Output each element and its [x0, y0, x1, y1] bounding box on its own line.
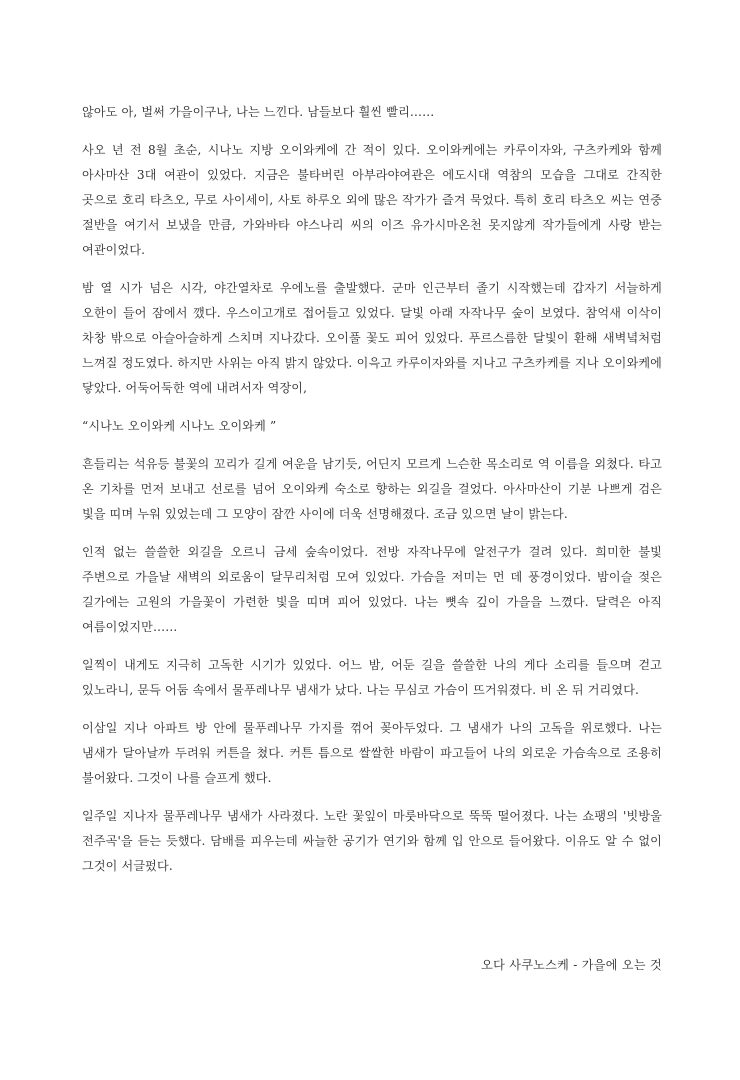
paragraph-station-call: “시나노 오이와케 시나노 오이와케 ”	[82, 419, 277, 433]
paragraph-forest-path: 인적 없는 쓸쓸한 외길을 오르니 금세 숲속이었다. 전방 자작나무에 알전구가 걸려 있다. 희미한 불빛 주변으로 가을날 새벽의 외로움이 달무리처럼 모여 있었다. 가슴을 저미는 먼 데 풍경이었다. 밤이슬 젖은 길가에는 고원의 가을꽃이 가련한 빛을 띠며 피어 있었다. 나는 뼛속 깊이 가을을 느꼈다. 달력은 아직 여름이었지만……	[82, 545, 662, 634]
paragraph-loneliness: 일찍이 내게도 지극히 고독한 시기가 있었다. 어느 밤, 어둔 길을 쓸쓸한 나의 게다 소리를 들으며 걷고 있노라니, 문득 어둠 속에서 물푸레나무 냄새가 났다. 나는 무심코 가슴이 뜨거워졌다. 비 온 뒤 거리였다.	[82, 658, 662, 697]
paragraph-night-train: 밤 열 시가 넘은 시각, 야간열차로 우에노를 출발했다. 군마 인근부터 졸기 시작했는데 갑자기 서늘하게 오한이 들어 잠에서 깼다. 우스이고개로 접어들고 있었다. 달빛 아래 자작나무 숲이 보였다. 참억새 이삭이 차창 밖으로 아슬아슬하게 스치며 지나갔다. 오이풀 꽃도 피어 있었다. 푸르스름한 달빛이 환해 새벽녘처럼 느껴질 정도였다. 하지만 사위는 아직 밝지 않았다. 이윽고 카루이자와를 지나고 구츠카케를 지나 오이와케에 닿았다. 어둑어둑한 역에 내려서자 역장이,	[82, 281, 662, 395]
author-attribution: 오다 사쿠노스케 - 가을에 오는 것	[481, 958, 662, 972]
paragraph-oiwake-inns: 사오 년 전 8월 초순, 시나노 지방 오이와케에 간 적이 있다. 오이와케에는 카루이자와, 구츠카케와 함께 아사마산 3대 여관이 있었다. 지금은 불타버린 아부라야여관은 에도시대 역참의 모습을 그대로 간직한 곳으로 호리 타츠오, 무로 사이세이, 사토 하루오 외에 많은 작가가 즐겨 묵었다. 특히 호리 타츠오 씨는 연중 절반을 여기서 보냈을 만큼, 가와바타 야스나리 씨의 이즈 유가시마온천 못지않게 작가들에게 사랑 받는 여관이었다.	[82, 143, 662, 257]
paragraph-station-name: 흔들리는 석유등 불꽃의 꼬리가 길게 여운을 남기듯, 어딘지 모르게 느슨한 목소리로 역 이름을 외쳤다. 타고 온 기차를 먼저 보내고 선로를 넘어 오이와케 숙소로 향하는 외길을 걸었다. 아사마산이 기분 나쁘게 검은 빛을 띠며 누워 있었는데 그 모양이 잠깐 사이에 더욱 선명해졌다. 조금 있으면 날이 밝는다.	[82, 457, 662, 521]
essay-body	[82, 100, 662, 892]
paragraph-apartment: 이삼일 지나 아파트 방 안에 물푸레나무 가지를 꺾어 꽂아두었다. 그 냄새가 나의 고독을 위로했다. 나는 냄새가 달아날까 두려워 커튼을 쳤다. 커튼 틈으로 쌀쌀한 바람이 파고들어 나의 외로운 가슴속으로 조용히 불어왔다. 그것이 나를 슬프게 했다.	[82, 721, 662, 785]
paragraph-falling-petals: 일주일 지나자 물푸레나무 냄새가 사라졌다. 노란 꽃잎이 마룻바닥으로 뚝뚝 떨어졌다. 나는 쇼팽의 '빗방울 전주곡'을 듣는 듯했다. 담배를 피우는데 싸늘한 공기가 연기와 함께 입 안으로 들어왔다. 이유도 알 수 없이 그것이 서글펐다.	[82, 809, 662, 873]
paragraph-opening: 않아도 아, 벌써 가을이구나, 나는 느낀다. 남들보다 훨씬 빨리……	[82, 105, 435, 119]
